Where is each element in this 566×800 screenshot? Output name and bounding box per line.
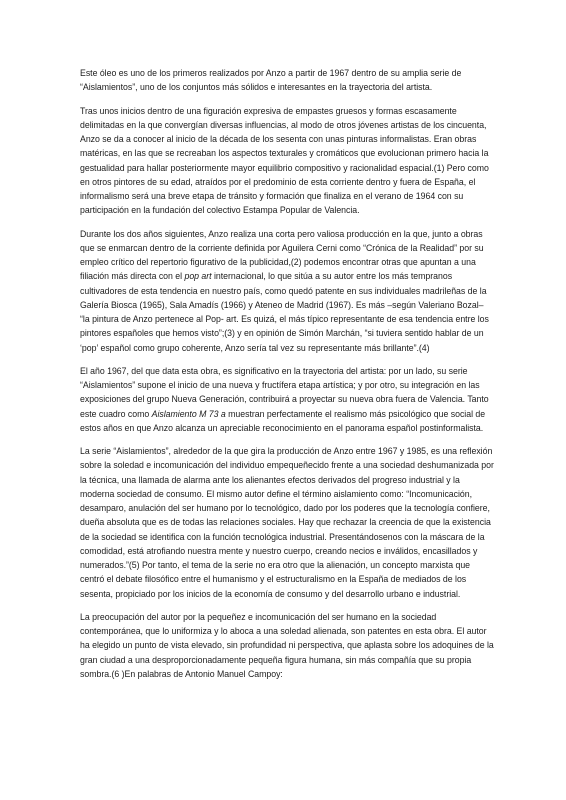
text-run: muestran perfectamente el realismo más psicológico que social de estos años en que Anzo alcanza un apreciable reconocimiento en el panorama español postinformalista. bbox=[80, 408, 486, 433]
paragraph-6 bbox=[80, 610, 494, 681]
italic-title: Aislamiento M 73 a bbox=[151, 408, 226, 419]
paragraph-4 bbox=[80, 364, 494, 435]
paragraph-5 bbox=[80, 444, 494, 601]
italic-term: pop art bbox=[184, 271, 212, 282]
paragraph-1 bbox=[80, 66, 494, 95]
text-run: Durante los dos años siguientes, Anzo realiza una corta pero valiosa producción en la que, junto a obras que se enmarcan dentro de la corriente definida por Aguilera Cerni como “Crónica de la Realidad” por su empleo crítico del repertorio figurativo de la publicidad,(2) podemos encontrar otras que apuntan a una filiación más directa con el bbox=[80, 228, 484, 282]
text-run: Este óleo es uno de los primeros realizados por Anzo a partir de 1967 dentro de su amplia serie de “Aislamientos”, uno de los conjuntos más sólidos e interesantes en la trayectoria del artista. bbox=[80, 68, 462, 93]
paragraph-2 bbox=[80, 104, 494, 218]
document-page bbox=[80, 66, 494, 690]
text-run: La serie “Aislamientos”, alrededor de la que gira la producción de Anzo entre 1967 y 1985, es una reflexión sobre la soledad e incomunicación del individuo empequeñecido frente a una sociedad deshumanizada por la técnica, una llamada de alarma ante los alienantes efectos derivados del progreso industrial y la moderna sociedad de consumo. El mismo autor define el término aislamiento como: “Incomunicación, desamparo, anulación del ser humano por lo tecnológico, dado por los poderes que la tecnología confiere, dueña absoluta que es de todas las relaciones sociales. Hay que rechazar la creencia de que la existencia de la sociedad se identifica con la función tecnológica industrial. Presentándosenos con la máscara de la comodidad, está atrofiando nuestra mente y nuestro cuerpo, creando necios e inválidos, encasillados y numerados.”(5) Por tanto, el tema de la serie no era otro que la alienación, un concepto marxista que centró el debate filosófico entre el humanismo y el estructuralismo en la España de mediados de los sesenta, propiciado por los inicios de la economía de consumo y del desarrollo urbano e industrial. bbox=[80, 446, 494, 599]
text-run: Tras unos inicios dentro de una figuración expresiva de empastes gruesos y formas escasamente delimitadas en la que convergían diversas influencias, al modo de otros jóvenes artistas de los cincuenta, Anzo se da a conocer al inicio de la década de los sesenta con unas pinturas informalistas. Eran obras matéricas, en las que se recreaban los aspectos texturales y cromáticos que evolucionan primero hacia la gestualidad para hallar posteriormente mayor equilibrio compositivo y racionalidad espacial.(1) Pero como en otros pintores de su edad, atraídos por el predominio de esta corriente dentro y fuera de España, el informalismo será una breve etapa de tránsito y formación que finaliza en el verano de 1964 con su participación en la fundación del colectivo Estampa Popular de Valencia. bbox=[80, 105, 489, 216]
text-run: La preocupación del autor por la pequeñez e incomunicación del ser humano en la sociedad contemporánea, que lo uniformiza y lo aboca a una soledad alienada, son patentes en esta obra. El autor ha elegido un punto de vista elevado, sin profundidad ni perspectiva, que aplasta sobre los adoquines de la gran ciudad a una desproporcionadamente pequeña figura humana, sin más compañía que su propia sombra.(6 )En palabras de Antonio Manuel Campoy: bbox=[80, 611, 494, 679]
text-run: El año 1967, del que data esta obra, es significativo en la trayectoria del artista: por un lado, su serie “Aislamientos” supone el inicio de una nueva y fructífera etapa artística; y por otro, su integración en las exposiciones del grupo Nueva Generación, contribuirá a proyectar su nueva obra fuera de Valencia. Tanto este cuadro como bbox=[80, 365, 489, 419]
text-run: internacional, lo que sitúa a su autor entre los más tempranos cultivadores de esta tendencia en nuestro país, como quedó patente en sus individuales madrileñas de la Galería Biosca (1965), Sala Amadís (1966) y Ateneo de Madrid (1967). Es más –según Valeriano Bozal– “la pintura de Anzo pertenece al Pop- art. Es quizá, el más típico representante de esa tendencia entre los pintores españoles que hemos visto”;(3) y en opinión de Simón Marchán, “si tuviera sentido hablar de un ‘pop’ español como grupo coherente, Anzo sería tal vez su representante más brillante”.(4) bbox=[80, 271, 489, 353]
paragraph-3 bbox=[80, 227, 494, 355]
